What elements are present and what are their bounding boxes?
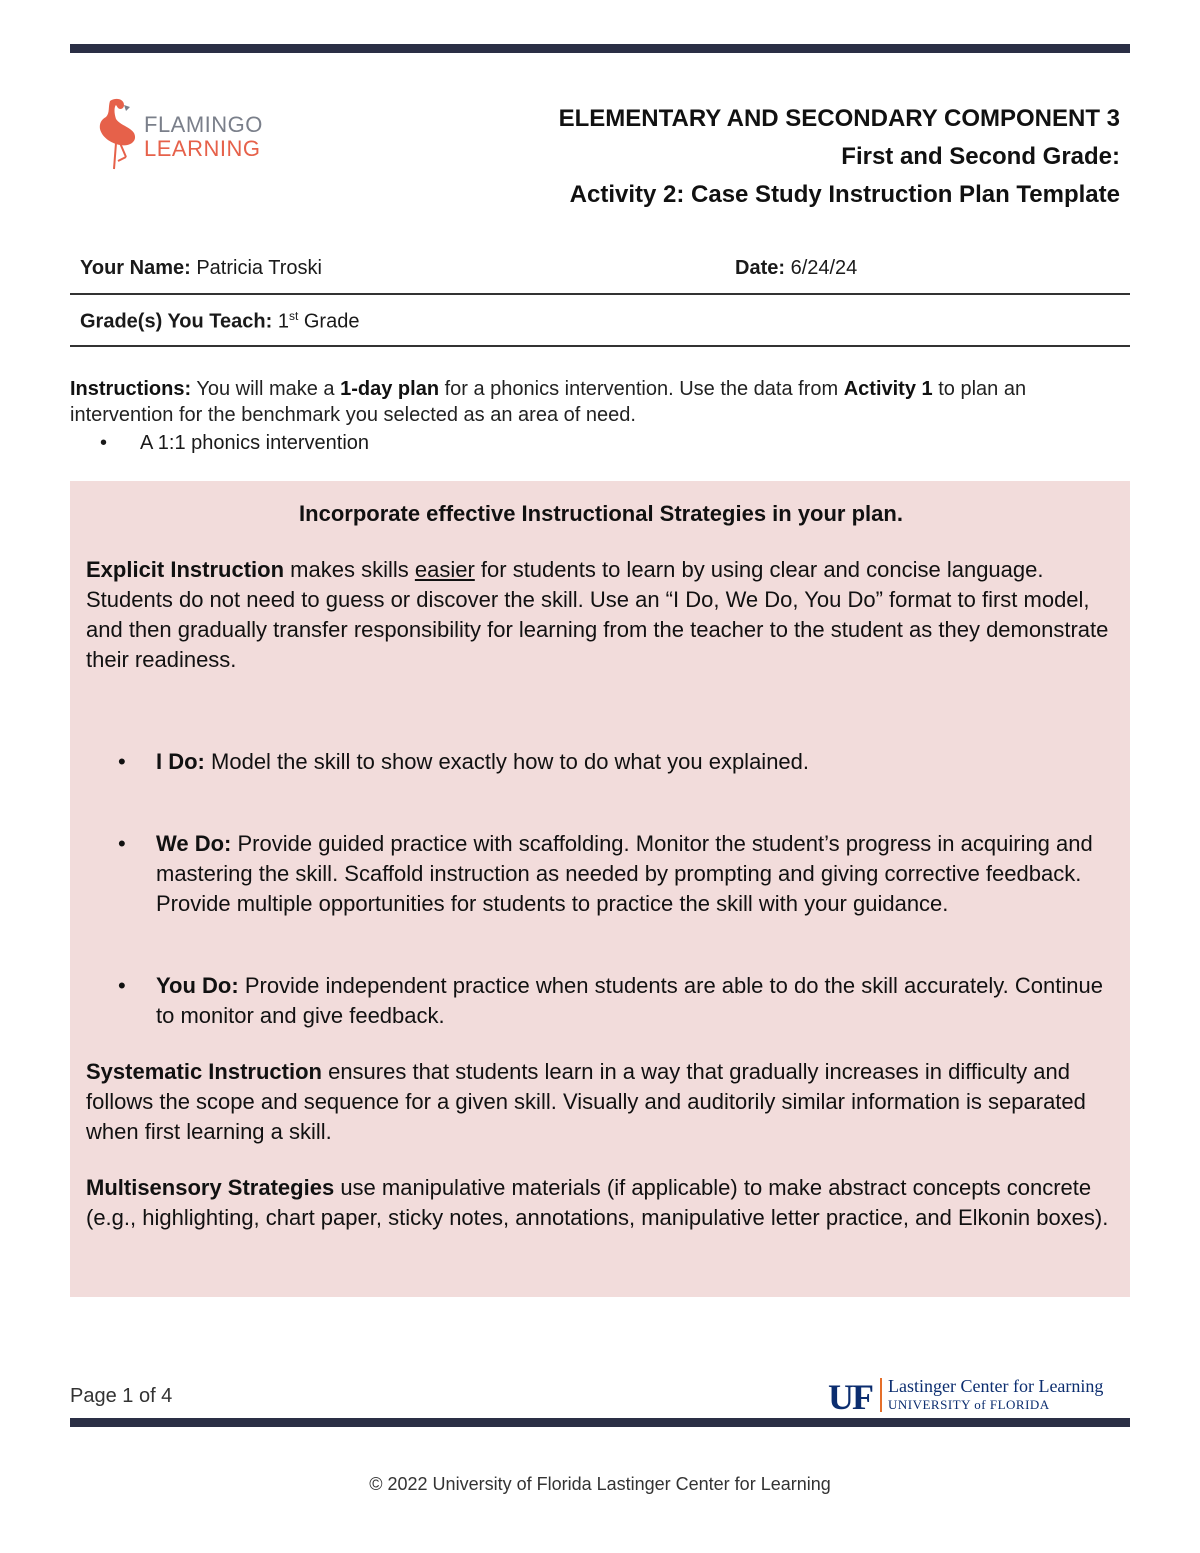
instructions-label: Instructions: bbox=[70, 378, 192, 400]
we-do-text: Provide guided practice with scaffolding. Monitor the student’s progress in acquiring and mastering the skill. Scaffold instruction as needed by prompting and giving corrective feedback. Provide multiple opportunities for students to practice the skill with your guidance. bbox=[156, 831, 1093, 916]
uf-university-name: UNIVERSITY of FLORIDA bbox=[888, 1397, 1050, 1412]
bullet-icon: • bbox=[118, 749, 126, 774]
instructions-bold: Activity 1 bbox=[843, 378, 933, 400]
grade-subtitle: First and Second Grade: bbox=[841, 143, 1120, 170]
instructions-bullet bbox=[70, 430, 369, 456]
callout-title: Incorporate effective Instructional Strategies in your plan. bbox=[299, 501, 903, 526]
field-divider bbox=[70, 293, 1130, 295]
grade-value-word: Grade bbox=[303, 310, 360, 333]
i-do-label: I Do: bbox=[156, 749, 205, 774]
multisensory-paragraph bbox=[86, 1173, 1116, 1233]
you-do-text: Provide independent practice when students are able to do the skill accurately. Continue to monitor and give feedback. bbox=[156, 973, 1103, 1028]
instructions-text: to plan an intervention for the benchmark you selected as an area of need. bbox=[70, 378, 1027, 426]
activity-title: Activity 2: Case Study Instruction Plan Template bbox=[569, 181, 1120, 208]
you-do-item bbox=[86, 971, 1116, 1031]
name-date-row bbox=[80, 257, 1130, 280]
instructions-text: You will make a bbox=[196, 378, 335, 400]
you-do-label: You Do: bbox=[156, 973, 239, 998]
explicit-text: for students to learn by using clear and concise language. Students do not need to guess or discover the skill. Use an “I Do, We Do, You Do” format to first model, and then gradually transfer responsibility for learning from the teacher to the student as they demonstrate their readiness. bbox=[86, 557, 1109, 672]
component-title: ELEMENTARY AND SECONDARY COMPONENT 3 bbox=[558, 105, 1120, 132]
flamingo-icon bbox=[80, 95, 144, 170]
i-do-item bbox=[86, 747, 1116, 777]
explicit-text: makes skills bbox=[290, 557, 409, 582]
instructions-bold: 1-day plan bbox=[340, 378, 440, 400]
multisensory-text: use manipulative materials (if applicable) to make abstract concepts concrete (e.g., highlighting, chart paper, sticky notes, annotations, manipulative letter practice, and Elkonin boxes). bbox=[86, 1175, 1109, 1230]
date-label: Date: bbox=[735, 257, 786, 279]
we-do-label: We Do: bbox=[156, 831, 232, 856]
uf-mark: UF bbox=[828, 1377, 872, 1417]
explicit-instruction-paragraph bbox=[86, 555, 1116, 675]
instructions-paragraph bbox=[70, 376, 1130, 428]
systematic-instruction-paragraph bbox=[86, 1057, 1116, 1147]
logo-divider bbox=[880, 1378, 882, 1412]
top-divider bbox=[70, 44, 1130, 53]
grade-row bbox=[80, 309, 1130, 334]
multisensory-heading: Multisensory Strategies bbox=[86, 1175, 335, 1200]
systematic-text: ensures that students learn in a way that gradually increases in difficulty and follows the scope and sequence for a given skill. Visually and auditorily similar information is separated when first learning a skill. bbox=[86, 1059, 1086, 1144]
date-value: 6/24/24 bbox=[790, 257, 858, 279]
name-value: Patricia Troski bbox=[196, 257, 322, 279]
i-do-text: Model the skill to show exactly how to do what you explained. bbox=[211, 749, 810, 774]
field-divider bbox=[70, 345, 1130, 347]
date-field bbox=[735, 257, 857, 280]
grade-label: Grade(s) You Teach: bbox=[80, 310, 273, 333]
systematic-heading: Systematic Instruction bbox=[86, 1059, 322, 1084]
uf-lastinger-logo bbox=[828, 1376, 1128, 1416]
instructions-text: for a phonics intervention. Use the data from bbox=[444, 378, 839, 400]
we-do-item bbox=[86, 829, 1116, 919]
document-titles bbox=[559, 100, 1120, 214]
name-label: Your Name: bbox=[80, 257, 191, 279]
logo-text-flamingo: FLAMINGO bbox=[144, 112, 263, 137]
uf-center-name: Lastinger Center for Learning bbox=[888, 1376, 1104, 1396]
logo-text-learning: LEARNING bbox=[144, 136, 261, 161]
bullet-icon: • bbox=[118, 973, 126, 998]
explicit-underlined: easier bbox=[414, 557, 475, 582]
bullet-icon: • bbox=[118, 831, 126, 856]
grade-value-suffix: st bbox=[288, 309, 299, 323]
grade-value-number: 1 bbox=[277, 310, 289, 333]
explicit-heading: Explicit Instruction bbox=[86, 557, 285, 582]
page-number: Page 1 of 4 bbox=[70, 1385, 173, 1407]
flamingo-learning-logo bbox=[80, 95, 290, 170]
bullet-text: A 1:1 phonics intervention bbox=[140, 432, 370, 454]
strategies-callout bbox=[70, 481, 1130, 1297]
bullet-icon: • bbox=[100, 432, 108, 454]
bottom-divider bbox=[70, 1418, 1130, 1427]
copyright-notice: © 2022 University of Florida Lastinger Center for Learning bbox=[369, 1474, 831, 1494]
